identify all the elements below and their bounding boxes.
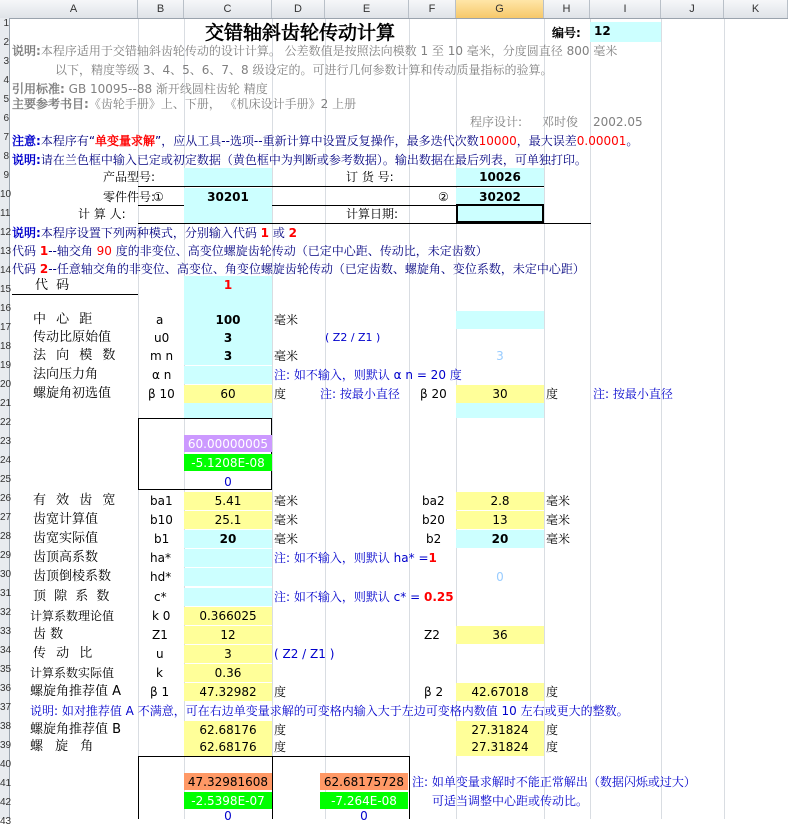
row-header[interactable]: 1 — [3, 18, 9, 29]
b20-symbol: b20 — [422, 513, 445, 527]
beta2-recommended-b: 27.31824 — [456, 721, 544, 739]
desc-line-1: 本程序适用于交错轴斜齿轮传动的设计计算。 公差数值是按照法向模数 1 至 10 毫米，分度圆直径 800 毫米 — [40, 44, 618, 58]
ratio-label: 传动比原始值 — [33, 330, 112, 345]
reference-label: 主要参考书目: — [12, 97, 89, 111]
center-distance-input[interactable]: 100 — [184, 311, 272, 329]
row-header[interactable]: 35 — [0, 664, 12, 675]
helix-initial-note-1: 注: 按最小直径 — [320, 387, 400, 401]
pressure-angle-input[interactable] — [184, 366, 272, 384]
designer-date: 2002.05 — [593, 115, 643, 129]
solver-1-variable[interactable]: 60.00000005 — [184, 435, 272, 452]
row-header[interactable]: 28 — [0, 531, 12, 542]
column-header-k[interactable]: K — [724, 0, 788, 18]
gear-ratio-value: 3 — [184, 645, 272, 663]
solver-1-target[interactable]: -5.1208E-08 — [184, 454, 272, 471]
b1-symbol: b1 — [154, 532, 170, 546]
beta2-recommended-a: 42.67018 — [456, 683, 544, 701]
calc-person-label: 计 算 人: — [78, 207, 126, 221]
z2-value: 36 — [456, 626, 544, 644]
column-header-f[interactable]: F — [409, 0, 456, 18]
solver-2-variable-2[interactable]: 62.68175728 — [320, 773, 408, 790]
module-value-2: 3 — [496, 349, 504, 363]
pressure-angle-label: 法向压力角 — [33, 367, 99, 382]
column-header-bar — [0, 0, 788, 19]
ba2-value: 2.8 — [456, 492, 544, 510]
helix-initial-value-1[interactable]: 60 — [184, 385, 272, 403]
part-2-input[interactable]: 30202 — [456, 188, 544, 206]
pressure-angle-note: 注: 如不输入，则默认 α n = 20 度 — [274, 368, 462, 382]
row-header[interactable]: 17 — [0, 322, 12, 333]
code-2-description: 代码 2--任意轴交角的非变位、高变位、角变位螺旋齿轮传动（已定齿数、螺旋角、变位系数，未定中心距） — [12, 262, 585, 276]
row-header-bar — [0, 18, 12, 827]
ratio-input[interactable]: 3 — [184, 329, 272, 347]
addendum-input[interactable] — [184, 549, 272, 567]
k0-value: 0.366025 — [184, 607, 272, 625]
row-header[interactable]: 25 — [0, 474, 12, 485]
circle-one: ① — [153, 190, 164, 204]
standard-text: GB 10095--88 渐开线圆柱齿轮 精度 — [68, 82, 268, 96]
k-symbol: k — [156, 666, 163, 680]
column-header-j[interactable]: J — [661, 0, 724, 18]
beta1-recommended-b: 62.68176 — [184, 721, 272, 739]
chamfer-value-2: 0 — [496, 570, 504, 584]
row-header[interactable]: 38 — [0, 721, 12, 732]
z1-symbol: Z1 — [152, 628, 168, 642]
beta1-unit: 度 — [274, 685, 287, 699]
column-header-e[interactable]: E — [325, 0, 409, 18]
b2-unit: 毫米 — [546, 532, 571, 546]
width-actual-label: 齿宽实际值 — [33, 531, 99, 546]
desc-line-2: 以下，精度等级 3、4、5、6、7、8 级设定的。可进行几何参数计算和传动质量指标的验算。 — [55, 63, 553, 77]
row-header[interactable]: 16 — [0, 303, 12, 314]
clearance-label: 顶 隙 系 数 — [33, 589, 112, 604]
helix-final-label: 螺 旋 角 — [30, 739, 98, 754]
final-unit-2: 度 — [546, 740, 559, 754]
row-header[interactable]: 43 — [0, 816, 12, 827]
calc-date-input[interactable] — [456, 204, 544, 223]
row-header[interactable]: 13 — [0, 246, 12, 257]
row-header[interactable]: 14 — [0, 265, 12, 276]
b2-input[interactable]: 20 — [456, 530, 544, 548]
solver-2-variable-1[interactable]: 47.32981608 — [184, 773, 272, 790]
serial-label: 编号: — [552, 26, 581, 40]
row-header[interactable]: 36 — [0, 683, 12, 694]
row-header[interactable]: 20 — [0, 379, 12, 390]
row-header[interactable]: 10 — [0, 189, 12, 200]
designer-label: 程序设计: — [470, 115, 523, 129]
z2-symbol: Z2 — [424, 628, 440, 642]
addendum-label: 齿顶高系数 — [33, 550, 99, 565]
row-header[interactable]: 31 — [0, 588, 12, 599]
helix-initial-label: 螺旋角初选值 — [33, 386, 112, 401]
row-header[interactable]: 24 — [0, 455, 12, 466]
column-header-a[interactable]: A — [10, 0, 138, 18]
helix-initial-unit-2: 度 — [546, 387, 559, 401]
product-label: 产品型号: — [103, 170, 156, 184]
addendum-symbol: ha* — [150, 551, 171, 565]
solver-2-zero-1: 0 — [224, 809, 232, 823]
b10-value: 25.1 — [184, 511, 272, 529]
chamfer-label: 齿顶倒棱系数 — [33, 569, 112, 584]
helix-initial-unit-1: 度 — [274, 387, 287, 401]
iteration-note: 注意:本程序有“单变量求解”，应从工具--选项--重新计算中设置反复操作，最多迭代次数10000，最大误差0.00001。 — [12, 134, 639, 148]
row-header[interactable]: 3 — [3, 56, 9, 67]
chamfer-symbol: hd* — [150, 570, 172, 584]
module-label: 法 向 模 数 — [33, 348, 119, 363]
gear-ratio-label: 传 动 比 — [33, 646, 96, 661]
k0-label: 计算系数理论值 — [30, 609, 115, 623]
ratio-note: ( Z2 / Z1 ) — [325, 331, 381, 344]
calc-person-input[interactable] — [184, 205, 272, 223]
final-unit-1: 度 — [274, 740, 287, 754]
row-header[interactable]: 23 — [0, 436, 12, 447]
order-label: 订 货 号: — [346, 170, 394, 184]
beta2-final: 27.31824 — [456, 738, 544, 756]
reference-text: 《齿轮手册》上、下册， 《机床设计手册》2 上册 — [88, 97, 357, 111]
addendum-note: 注: 如不输入，则默认 ha* =1 — [274, 551, 437, 565]
row-header[interactable]: 4 — [3, 75, 9, 86]
row-header[interactable]: 34 — [0, 645, 12, 656]
center-distance-symbol: a — [156, 313, 164, 327]
b2-symbol: b2 — [426, 532, 442, 546]
b10-symbol: b10 — [150, 513, 173, 527]
beta1-recommended-a: 47.32982 — [184, 683, 272, 701]
recommended-a-label: 螺旋角推荐值 A — [30, 684, 122, 699]
recommended-b-label: 螺旋角推荐值 B — [30, 722, 122, 737]
row-header[interactable]: 11 — [0, 208, 11, 219]
center-distance-aux[interactable] — [456, 311, 544, 329]
row-header[interactable]: 37 — [0, 702, 12, 713]
column-header-d[interactable]: D — [272, 0, 325, 18]
rec-b-unit-2: 度 — [546, 723, 559, 737]
row-header[interactable]: 9 — [3, 170, 9, 181]
width-calc-label: 齿宽计算值 — [33, 512, 99, 527]
row-header[interactable]: 32 — [0, 607, 12, 618]
helix-initial-symbol-2: β 20 — [420, 387, 447, 401]
teeth-label: 齿 数 — [33, 627, 64, 642]
ratio-symbol: u0 — [154, 331, 170, 345]
helix-initial-symbol-1: β 10 — [148, 387, 175, 401]
effective-width-label: 有 效 齿 宽 — [33, 493, 119, 508]
ba1-unit: 毫米 — [274, 494, 299, 508]
solver-2-target-1[interactable]: -2.5398E-07 — [184, 792, 272, 809]
input-note: 说明:请在兰色框中输入已定或初定数据（黄色框中为判断或参考数据）。输出数据在最后列表，可单独打印。 — [12, 153, 587, 167]
desc-label: 说明: — [12, 44, 41, 58]
z1-value: 12 — [184, 626, 272, 644]
row-header[interactable]: 2 — [3, 37, 9, 48]
b1-input[interactable]: 20 — [184, 530, 272, 548]
helix-initial-note-2: 注: 按最小直径 — [593, 387, 673, 401]
code-input[interactable]: 1 — [184, 276, 272, 294]
helix-aux-cell-1[interactable] — [184, 403, 272, 418]
row-header[interactable]: 40 — [0, 759, 12, 770]
page-title: 交错轴斜齿轮传动计算 — [205, 22, 396, 44]
part-1-input[interactable]: 30201 — [184, 188, 272, 206]
rec-b-unit-1: 度 — [274, 723, 287, 737]
solver-2-target-2[interactable]: -7.264E-08 — [320, 792, 408, 809]
beta2-symbol: β 2 — [424, 685, 444, 699]
row-header[interactable]: 30 — [0, 569, 12, 580]
row-header[interactable]: 42 — [0, 797, 12, 808]
beta1-symbol: β 1 — [150, 685, 170, 699]
clearance-symbol: c* — [154, 590, 167, 604]
row-header[interactable]: 19 — [0, 360, 12, 371]
gear-ratio-symbol: u — [156, 647, 164, 661]
ba2-unit: 毫米 — [546, 494, 571, 508]
row-header[interactable]: 33 — [0, 626, 12, 637]
row-header[interactable]: 27 — [0, 512, 12, 523]
column-header-c[interactable]: C — [184, 0, 272, 18]
solver-note-2: 可适当调整中心距或传动比。 — [432, 794, 589, 808]
solver-note-1: 注: 如单变量求解时不能正常解出（数据闪烁或过大） — [412, 775, 696, 789]
clearance-note: 注: 如不输入，则默认 c* = 0.25 — [274, 590, 454, 604]
row-header[interactable]: 21 — [0, 398, 12, 409]
recommended-a-note: 说明: 如对推荐值 A 不满意，可在右边单变量求解的可变格内输入大于左边可变格内数值 10 左右或更大的整数。 — [30, 704, 629, 718]
row-header[interactable]: 29 — [0, 550, 12, 561]
beta2-unit: 度 — [546, 685, 559, 699]
designer-name: 邓时俊 — [542, 115, 579, 129]
row-header[interactable]: 6 — [3, 113, 9, 124]
b20-unit: 毫米 — [546, 513, 571, 527]
row-header[interactable]: 5 — [3, 94, 9, 105]
column-header-g[interactable]: G — [456, 0, 544, 18]
clearance-input[interactable] — [184, 588, 272, 606]
row-header[interactable]: 7 — [3, 132, 9, 143]
gear-ratio-note: ( Z2 / Z1 ) — [274, 647, 335, 661]
solver-1-zero: 0 — [224, 475, 232, 489]
row-header[interactable]: 41 — [0, 778, 12, 789]
module-symbol: m n — [150, 349, 174, 363]
column-header-b[interactable]: B — [138, 0, 184, 18]
center-distance-label: 中 心 距 — [33, 312, 96, 327]
k0-symbol: k 0 — [152, 609, 171, 623]
helix-aux-cell-2[interactable] — [456, 403, 544, 418]
product-input[interactable] — [184, 168, 272, 186]
row-header[interactable]: 15 — [0, 284, 12, 295]
pressure-angle-symbol: α n — [152, 368, 172, 382]
center-distance-unit: 毫米 — [274, 313, 299, 327]
code-1-description: 代码 1--轴交角 90 度的非变位、高变位螺旋齿轮传动（已定中心距、传动比，未定齿数） — [12, 244, 488, 258]
standard-label: 引用标准: — [12, 82, 65, 96]
module-unit: 毫米 — [274, 349, 299, 363]
ba1-symbol: ba1 — [150, 494, 173, 508]
mode-note: 说明:本程序设置下列两种模式，分别输入代码 1 或 2 — [12, 226, 297, 240]
calc-date-label: 计算日期: — [346, 207, 399, 221]
b1-unit: 毫米 — [274, 532, 299, 546]
helix-initial-value-2[interactable]: 30 — [456, 385, 544, 403]
part-label: 零件件号: — [103, 190, 156, 204]
column-header-h[interactable]: H — [544, 0, 590, 18]
k-label: 计算系数实际值 — [30, 666, 115, 680]
row-header[interactable]: 8 — [3, 151, 9, 162]
ba2-symbol: ba2 — [422, 494, 445, 508]
code-label: 代 码 — [35, 278, 72, 293]
chamfer-input[interactable] — [184, 568, 272, 586]
order-input[interactable]: 10026 — [456, 168, 544, 186]
row-header[interactable]: 39 — [0, 740, 12, 751]
b20-value: 13 — [456, 511, 544, 529]
code-aux-cell[interactable] — [184, 294, 272, 312]
row-header[interactable]: 12 — [0, 227, 12, 238]
ba1-value: 5.41 — [184, 492, 272, 510]
b10-unit: 毫米 — [274, 513, 299, 527]
module-input[interactable]: 3 — [184, 347, 272, 365]
serial-value-cell[interactable]: 12 — [590, 22, 661, 42]
k-value: 0.36 — [184, 664, 272, 682]
beta1-final: 62.68176 — [184, 738, 272, 756]
solver-2-zero-2: 0 — [360, 809, 368, 823]
circle-two: ② — [438, 190, 449, 204]
row-header[interactable]: 26 — [0, 493, 12, 504]
row-header[interactable]: 18 — [0, 341, 12, 352]
column-header-i[interactable]: I — [590, 0, 661, 18]
row-header[interactable]: 22 — [0, 417, 12, 428]
